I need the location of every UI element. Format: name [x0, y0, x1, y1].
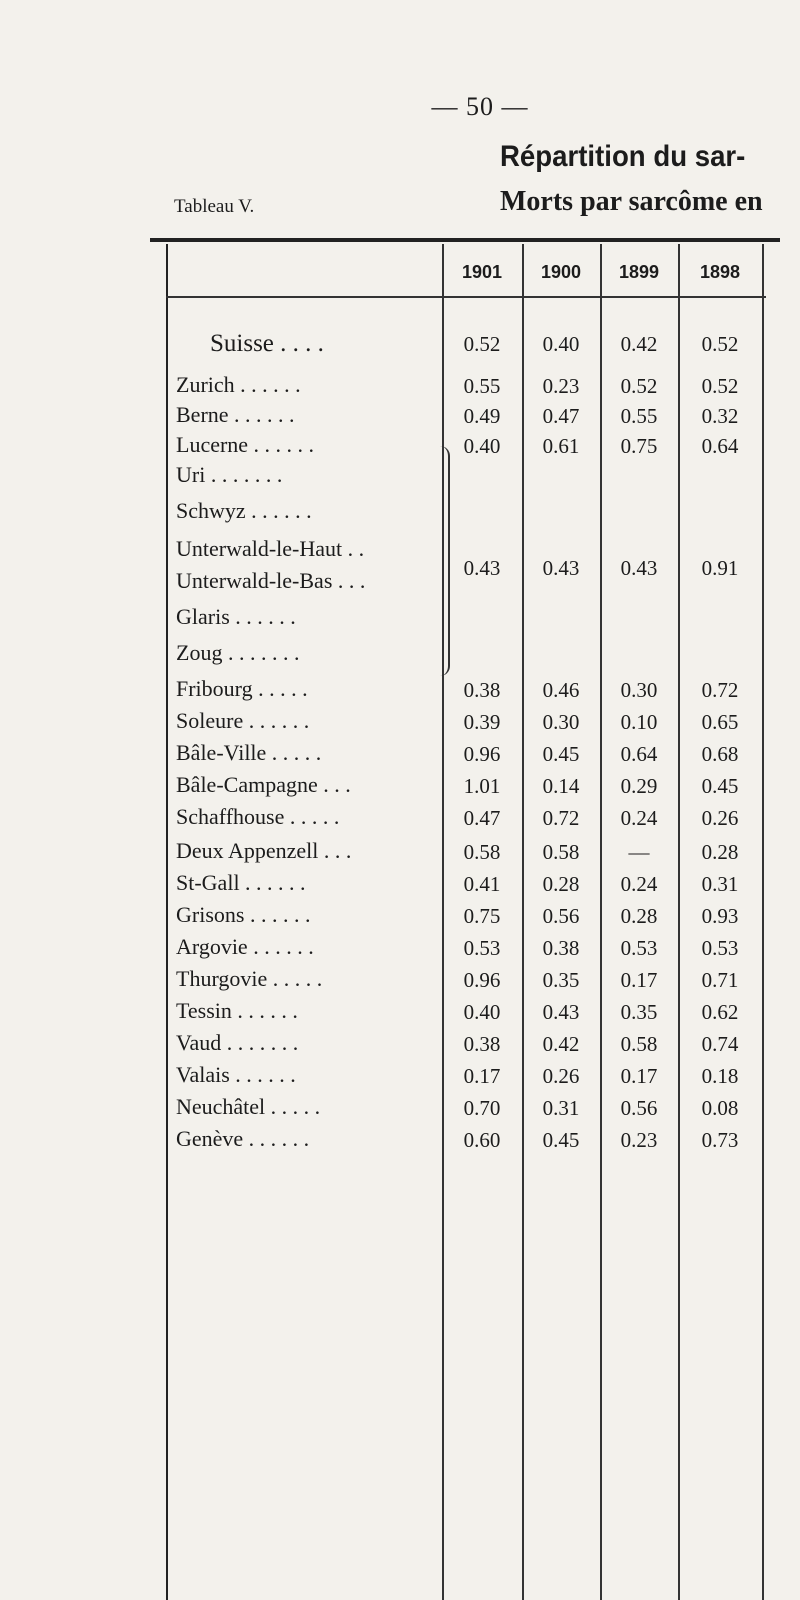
table-cell: 0.31	[542, 1096, 580, 1120]
table-cell: 0.32	[701, 404, 739, 428]
table-cell: 0.28	[701, 840, 739, 864]
row-label: Genève . . . . . .	[176, 1126, 310, 1151]
row-label: Uri . . . . . . .	[176, 462, 283, 487]
row-label: Berne . . . . . .	[176, 402, 295, 427]
grouped-cell: 0.43	[463, 556, 501, 580]
table-cell: 0.43	[542, 1000, 580, 1024]
table-cell: 0.56	[620, 1096, 658, 1120]
table-cell: 0.52	[701, 332, 739, 356]
table-cell: 0.35	[620, 1000, 658, 1024]
table-top-rule	[150, 238, 780, 242]
table-cell: 0.45	[542, 1128, 580, 1152]
table-cell: 0.65	[701, 710, 739, 734]
table-cell: 0.46	[542, 678, 580, 702]
table-cell: 0.17	[620, 1064, 658, 1088]
column-header-1899: 1899	[618, 262, 660, 282]
row-label: Bâle-Campagne . . .	[176, 772, 351, 797]
column-divider-1898	[762, 244, 764, 1600]
table-cell: 0.40	[463, 434, 501, 458]
table-cell: 0.38	[463, 1032, 501, 1056]
table-cell: 0.40	[463, 1000, 501, 1024]
table-cell: 0.93	[701, 904, 739, 928]
table-cell: 0.17	[620, 968, 658, 992]
table-cell: 0.60	[463, 1128, 501, 1152]
table-cell: 0.26	[701, 806, 739, 830]
table-cell: 0.52	[463, 332, 501, 356]
table-cell: —	[628, 840, 650, 864]
table-cell: 0.73	[701, 1128, 739, 1152]
column-header-1900: 1900	[540, 262, 582, 282]
table-cell: 0.62	[701, 1000, 739, 1024]
page-number: — 50 —	[431, 92, 529, 121]
table-cell: 0.30	[542, 710, 580, 734]
row-label: Suisse . . . .	[210, 330, 324, 357]
row-label: Zurich . . . . . .	[176, 372, 301, 397]
row-label: Soleure . . . . . .	[176, 708, 310, 733]
table-cell: 0.64	[701, 434, 739, 458]
table-cell: 0.58	[620, 1032, 658, 1056]
table-cell: 0.96	[463, 968, 501, 992]
table-left-border	[166, 244, 168, 1600]
row-label: Schaffhouse . . . . .	[176, 804, 340, 829]
table-cell: 0.75	[463, 904, 501, 928]
table-cell: 0.42	[542, 1032, 580, 1056]
row-label: Tessin . . . . . .	[176, 998, 298, 1023]
table-cell: 0.40	[542, 332, 580, 356]
table-cell: 0.26	[542, 1064, 580, 1088]
table-subheading: Morts par sarcôme en	[500, 186, 763, 217]
table-cell: 0.39	[463, 710, 501, 734]
table-cell: 0.45	[542, 742, 580, 766]
row-label: Unterwald-le-Haut . .	[176, 536, 365, 561]
table-cell: 1.01	[463, 774, 501, 798]
table-cell: 0.31	[701, 872, 739, 896]
table-cell: 0.49	[463, 404, 501, 428]
column-header-1898: 1898	[699, 262, 741, 282]
row-label: Argovie . . . . . .	[176, 934, 314, 959]
table-cell: 0.55	[463, 374, 501, 398]
table-cell: 0.47	[542, 404, 580, 428]
tableau-label: Tableau V.	[174, 196, 255, 217]
row-label: Bâle-Ville . . . . .	[176, 740, 322, 765]
table-cell: 0.64	[620, 742, 658, 766]
table-cell: 0.18	[701, 1064, 739, 1088]
table-cell: 0.53	[463, 936, 501, 960]
table-cell: 0.28	[542, 872, 580, 896]
row-label: Grisons . . . . . .	[176, 902, 311, 927]
table-cell: 0.58	[542, 840, 580, 864]
table-cell: 0.47	[463, 806, 501, 830]
table-cell: 0.58	[463, 840, 501, 864]
row-label: Neuchâtel . . . . .	[176, 1094, 321, 1119]
table-cell: 0.23	[620, 1128, 658, 1152]
row-label: Valais . . . . . .	[176, 1062, 296, 1087]
table-cell: 0.96	[463, 742, 501, 766]
row-label: Unterwald-le-Bas . . .	[176, 568, 366, 593]
table-cell: 0.10	[620, 710, 658, 734]
column-header-1901: 1901	[461, 262, 503, 282]
row-label: Glaris . . . . . .	[176, 604, 296, 629]
table-cell: 0.75	[620, 434, 658, 458]
table-cell: 0.24	[620, 806, 658, 830]
table-cell: 0.74	[701, 1032, 739, 1056]
table-cell: 0.52	[620, 374, 658, 398]
header-rule	[166, 296, 766, 298]
table-cell: 0.42	[620, 332, 658, 356]
table-cell: 0.38	[463, 678, 501, 702]
table-cell: 0.17	[463, 1064, 501, 1088]
row-label: Schwyz . . . . . .	[176, 498, 312, 523]
table-cell: 0.41	[463, 872, 501, 896]
table-cell: 0.30	[620, 678, 658, 702]
table-cell: 0.52	[701, 374, 739, 398]
row-label: St-Gall . . . . . .	[176, 870, 306, 895]
table-cell: 0.56	[542, 904, 580, 928]
grouped-cell: 0.91	[701, 556, 739, 580]
table-cell: 0.68	[701, 742, 739, 766]
table-cell: 0.23	[542, 374, 580, 398]
table-cell: 0.72	[542, 806, 580, 830]
grouped-cell: 0.43	[542, 556, 580, 580]
section-heading: Répartition du sar-	[500, 140, 746, 173]
table-cell: 0.45	[701, 774, 739, 798]
table-cell: 0.08	[701, 1096, 739, 1120]
table-cell: 0.53	[620, 936, 658, 960]
row-label: Fribourg . . . . .	[176, 676, 308, 701]
row-label: Vaud . . . . . . .	[176, 1030, 299, 1055]
table-cell: 0.35	[542, 968, 580, 992]
table-cell: 0.72	[701, 678, 739, 702]
table-cell: 0.55	[620, 404, 658, 428]
table-cell: 0.14	[542, 774, 580, 798]
row-label: Deux Appenzell . . .	[176, 838, 352, 863]
row-label: Lucerne . . . . . .	[176, 432, 315, 457]
row-label: Thurgovie . . . . .	[176, 966, 323, 991]
table-cell: 0.70	[463, 1096, 501, 1120]
table-cell: 0.28	[620, 904, 658, 928]
table-cell: 0.38	[542, 936, 580, 960]
grouped-cell: 0.43	[620, 556, 658, 580]
row-label: Zoug . . . . . . .	[176, 640, 300, 665]
table-cell: 0.53	[701, 936, 739, 960]
table-cell: 0.61	[542, 434, 580, 458]
table-cell: 0.24	[620, 872, 658, 896]
table-cell: 0.29	[620, 774, 658, 798]
table-cell: 0.71	[701, 968, 739, 992]
